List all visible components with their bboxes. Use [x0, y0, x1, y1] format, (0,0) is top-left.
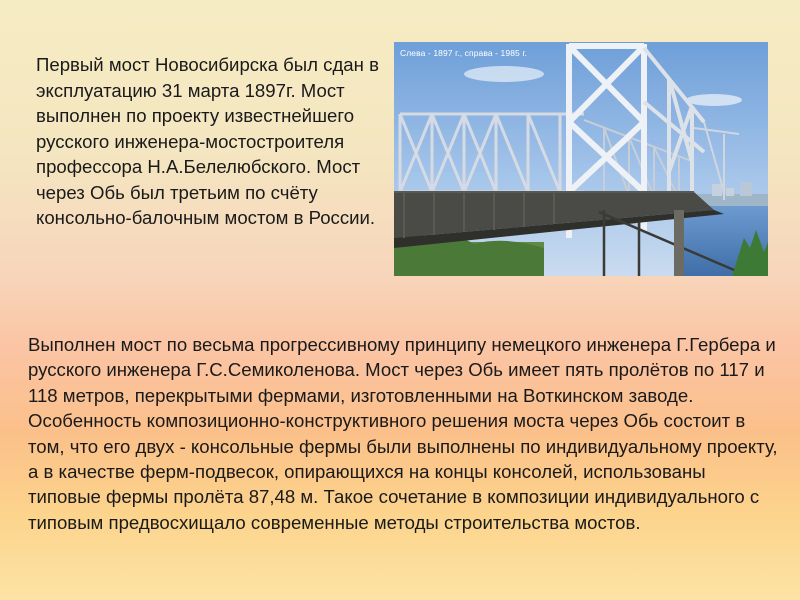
bridge-photo	[394, 42, 768, 276]
intro-paragraph: Первый мост Новосибирска был сдан в эксплуатацию 31 марта 1897г. Мост выполнен по проекту известнейшего русского инженера-мостостроителя профессора Н.А.Белелюбского. Мост через Обь был третьим по счёту консольно-балочным мостом в России.	[36, 54, 379, 228]
main-paragraph: Выполнен мост по весьма прогрессивному принципу немецкого инженера Г.Гербера и русского инженера Г.С.Семиколенова. Мост через Обь имеет пять пролётов по 117 и 118 метров, перекрытыми фермами, изготовленными на Воткинском заводе. Особенность композиционно-конструктивного решения моста через Обь состоит в том, что его двух - консольные фермы были выполнены по индивидуальному проекту, а в качестве ферм-подвесок, опирающихся на концы консолей, использованы типовые фермы пролёта 87,48 м. Такое сочетание в композиции индивидуального с типовым предвосхищало современные методы строительства мостов.	[28, 334, 778, 533]
photo-caption: Слева - 1897 г., справа - 1985 г.	[400, 48, 527, 58]
bridge-illustration	[394, 42, 768, 276]
